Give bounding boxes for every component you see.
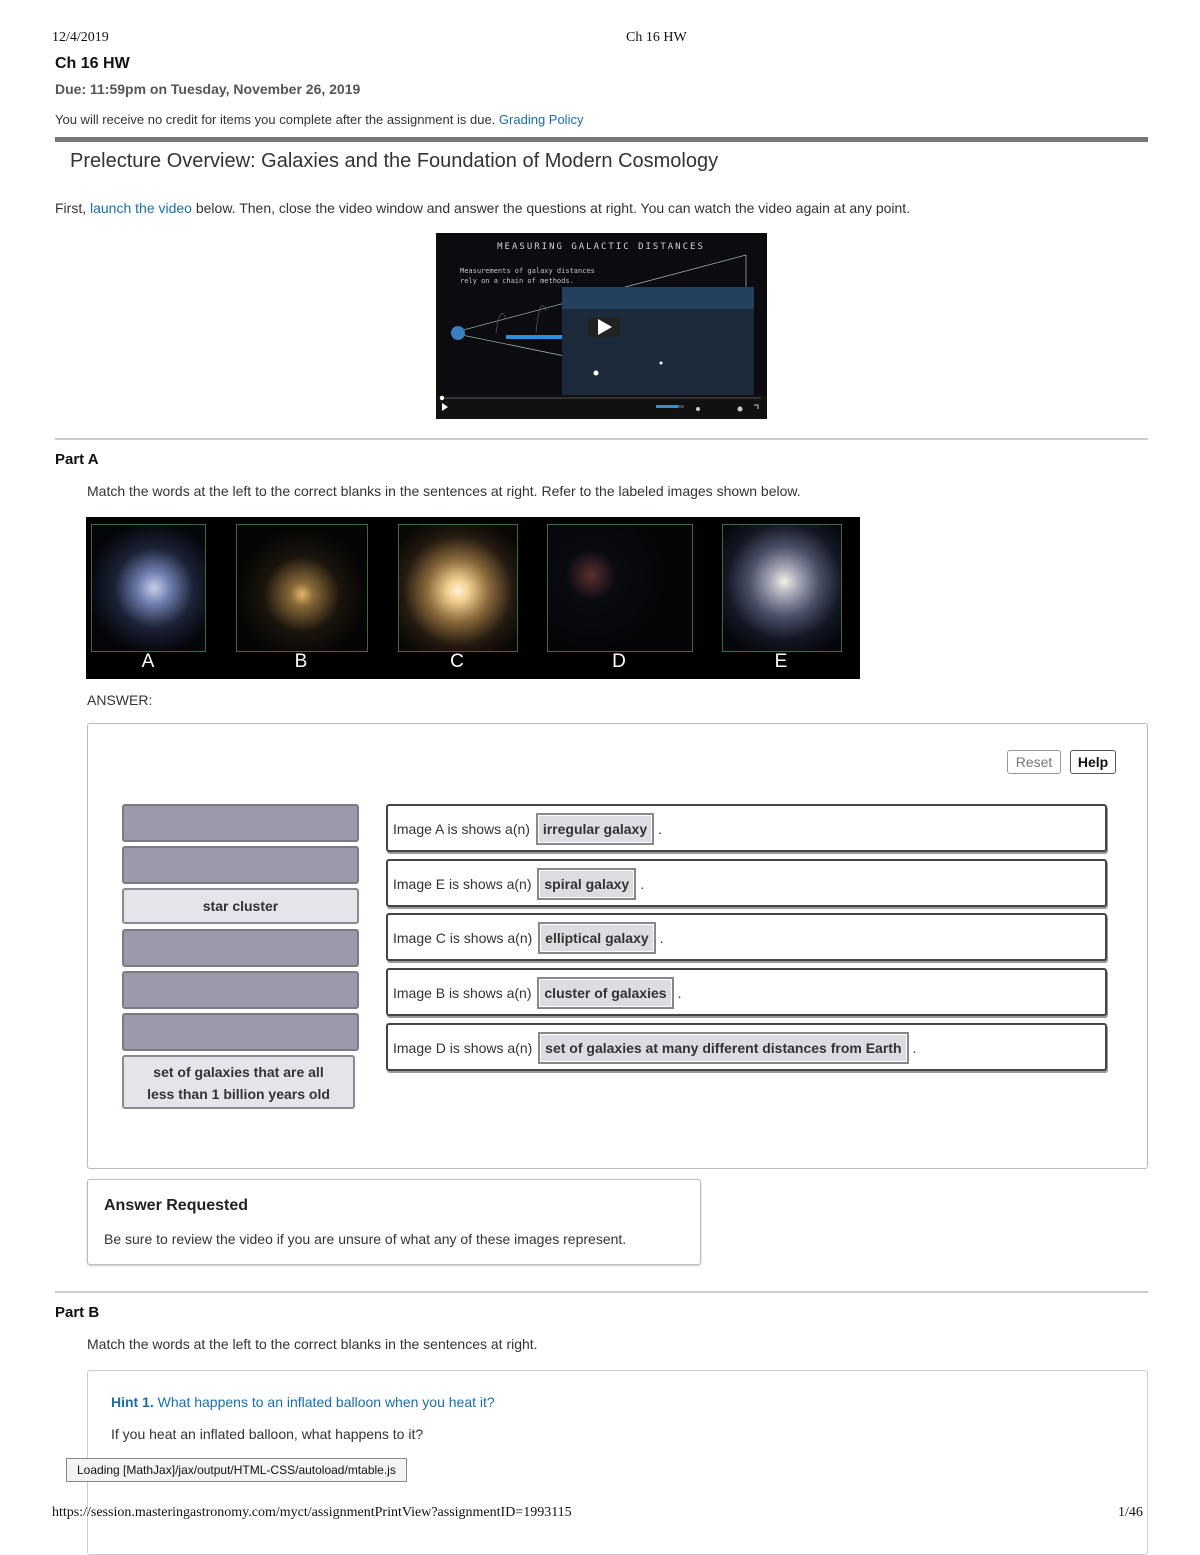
sentence-prefix: Image D is shows a(n): [393, 1040, 533, 1056]
answer-slot[interactable]: elliptical galaxy: [538, 922, 656, 954]
sentence-row-a: [386, 804, 1107, 852]
grading-policy-link[interactable]: Grading Policy: [498, 112, 584, 127]
video-player[interactable]: [436, 233, 767, 419]
word-bank-slot-empty[interactable]: [122, 971, 359, 1009]
word-bank-slot-empty[interactable]: [122, 929, 359, 967]
sentence-row-c: [386, 913, 1107, 961]
hint-label: Hint 1.: [111, 1394, 154, 1410]
credit-notice-text: You will receive no credit for items you complete after the assignment is due.: [55, 112, 496, 127]
intro-prefix: First,: [55, 200, 87, 216]
sentence-prefix: Image C is shows a(n): [393, 930, 533, 946]
image-b-cluster: [236, 524, 368, 652]
sentence-prefix: Image E is shows a(n): [393, 876, 532, 892]
sentence-prefix: Image B is shows a(n): [393, 985, 532, 1001]
sentence-suffix: .: [677, 985, 682, 1001]
image-d-deep-field: [547, 524, 693, 652]
answer-slot[interactable]: set of galaxies at many different distances from Earth: [538, 1032, 908, 1064]
sentence-prefix: Image A is shows a(n): [393, 821, 530, 837]
video-title: MEASURING GALACTIC DISTANCES: [497, 242, 705, 252]
part-a-divider: [55, 438, 1148, 440]
answer-slot[interactable]: cluster of galaxies: [537, 977, 673, 1009]
word-bank-slot-empty[interactable]: [122, 846, 359, 884]
due-date: Due: 11:59pm on Tuesday, November 26, 2019: [55, 81, 361, 97]
mathjax-loading-status: Loading [MathJax]/jax/output/HTML-CSS/autoload/mtable.js: [66, 1458, 407, 1482]
word-bank-slot-empty[interactable]: [122, 804, 359, 842]
page-number: 1/46: [1118, 1505, 1143, 1520]
hint-title: What happens to an inflated balloon when you heat it?: [157, 1394, 495, 1410]
part-a-header: Part A: [55, 451, 99, 468]
part-a-instructions: Match the words at the left to the correct blanks in the sentences at right. Refer to the labeled images shown below.: [87, 483, 801, 499]
feedback-title: Answer Requested: [104, 1197, 249, 1214]
hint-header[interactable]: [111, 1394, 495, 1410]
help-button[interactable]: Help: [1070, 750, 1116, 774]
sentence-suffix: .: [658, 821, 663, 837]
credit-notice: [55, 112, 583, 127]
intro-suffix: below. Then, close the video window and answer the questions at right. You can watch the video again at any point.: [195, 200, 911, 216]
sentence-suffix: .: [912, 1040, 917, 1056]
image-a-irregular: [91, 524, 206, 652]
part-b-divider: [55, 1291, 1148, 1293]
sentence-row-d: [386, 1023, 1107, 1071]
image-c-elliptical: [398, 524, 518, 652]
sentence-row-b: [386, 968, 1107, 1016]
word-bank-slot-empty[interactable]: [122, 1013, 359, 1051]
settings-icon: [738, 407, 743, 412]
hint-text: If you heat an inflated balloon, what happens to it?: [111, 1426, 424, 1442]
header-divider: [55, 137, 1148, 142]
image-label-e: E: [774, 651, 788, 672]
footer-url: https://session.masteringastronomy.com/myct/assignmentPrintView?assignmentID=1993115: [52, 1505, 572, 1520]
chip-young-line-2: less than 1 billion years old: [147, 1086, 330, 1102]
intro-text: [55, 200, 910, 216]
chip-star-cluster[interactable]: star cluster: [122, 888, 359, 924]
answer-slot[interactable]: spiral galaxy: [537, 868, 636, 900]
chip-young-line-1: set of galaxies that are all: [153, 1064, 324, 1080]
image-label-c: C: [450, 651, 464, 672]
part-b-header: Part B: [55, 1304, 100, 1321]
answer-feedback: [87, 1179, 701, 1265]
image-label-b: B: [294, 651, 308, 672]
print-date: 12/4/2019: [52, 30, 109, 45]
print-title: Ch 16 HW: [626, 30, 687, 45]
reset-button[interactable]: Reset: [1007, 750, 1061, 774]
galaxy-image-strip: [86, 517, 860, 679]
chip-young-galaxies[interactable]: [122, 1055, 355, 1109]
section-title: Prelecture Overview: Galaxies and the Foundation of Modern Cosmology: [70, 150, 719, 172]
feedback-text: Be sure to review the video if you are unsure of what any of these images represent.: [104, 1231, 627, 1247]
part-b-instructions: Match the words at the left to the correct blanks in the sentences at right.: [87, 1336, 538, 1352]
video-frame: [436, 233, 767, 419]
assignment-title: Ch 16 HW: [55, 55, 130, 72]
image-label-d: D: [612, 651, 626, 672]
answer-slot[interactable]: irregular galaxy: [536, 813, 654, 845]
video-caption-1: Measurements of galaxy distances: [460, 267, 595, 275]
video-caption-2: rely on a chain of methods.: [460, 277, 574, 285]
image-label-a: A: [141, 651, 155, 672]
answer-label: ANSWER:: [87, 692, 153, 708]
image-e-spiral: [722, 524, 842, 652]
launch-video-link[interactable]: launch the video: [90, 200, 192, 216]
sentence-suffix: .: [640, 876, 645, 892]
sentence-row-e: [386, 859, 1107, 907]
sentence-suffix: .: [659, 930, 664, 946]
